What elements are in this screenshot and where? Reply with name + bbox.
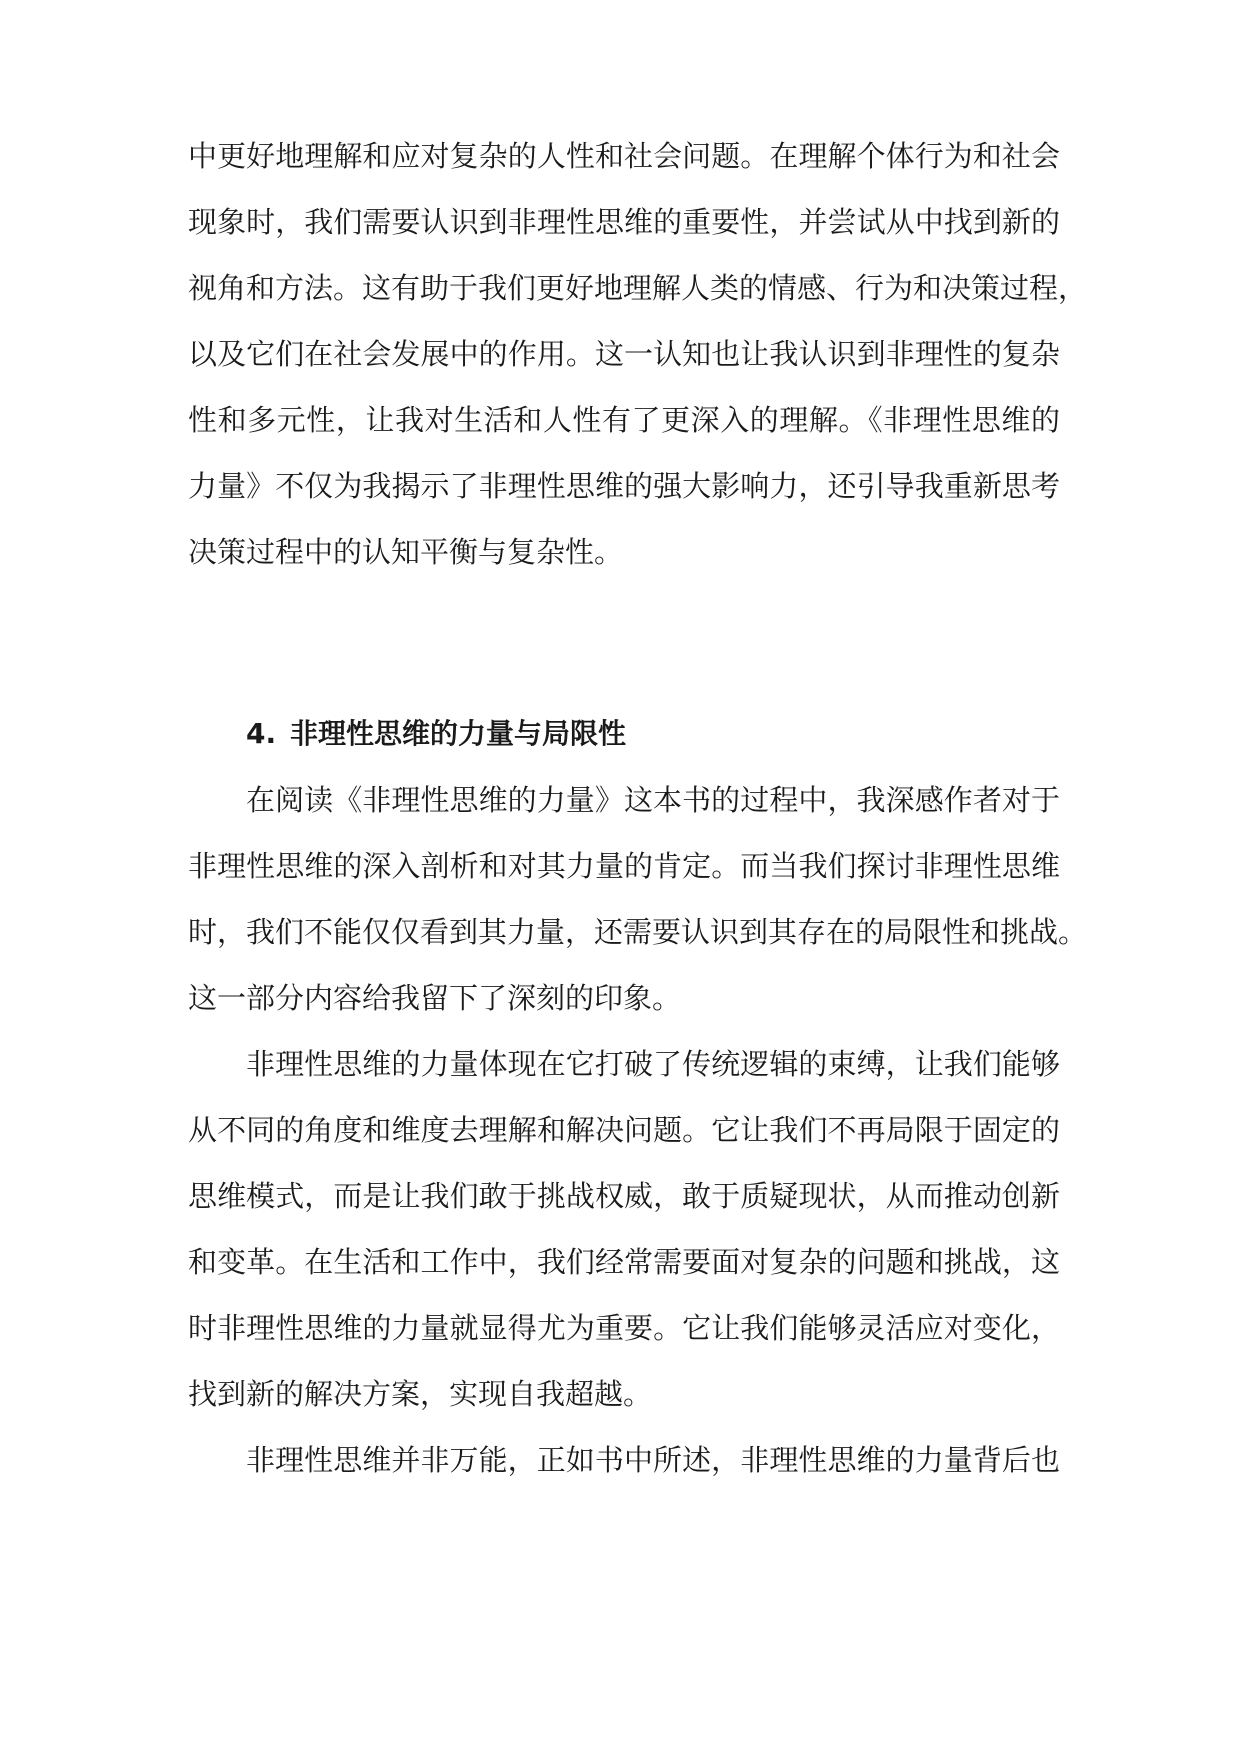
text-line: 现象时，我们需要认识到非理性思维的重要性，并尝试从中找到新的 [188,205,1060,239]
text-line: 这一部分内容给我留下了深刻的印象。 [188,981,682,1015]
text-line: 找到新的解决方案，实现自我超越。 [188,1377,653,1411]
text-line: 中更好地理解和应对复杂的人性和社会问题。在理解个体行为和社会 [188,139,1060,173]
section-number: 4. [246,717,277,750]
text-line: 力量》不仅为我揭示了非理性思维的强大影响力，还引导我重新思考 [188,469,1060,503]
text-line: 性和多元性，让我对生活和人性有了更深入的理解。《非理性思维的 [188,403,1060,437]
text-line: 非理性思维的深入剖析和对其力量的肯定。而当我们探讨非理性思维 [188,849,1060,883]
text-line: 从不同的角度和维度去理解和解决问题。它让我们不再局限于固定的 [188,1113,1060,1147]
text-line: 视角和方法。这有助于我们更好地理解人类的情感、行为和决策过程， [188,271,1088,305]
text-line: 以及它们在社会发展中的作用。这一认知也让我认识到非理性的复杂 [188,337,1060,371]
text-line: 和变革。在生活和工作中，我们经常需要面对复杂的问题和挑战，这 [188,1245,1060,1279]
text-line: 时非理性思维的力量就显得尤为重要。它让我们能够灵活应对变化， [188,1311,1060,1345]
section-heading [246,714,626,754]
text-line: 非理性思维并非万能，正如书中所述，非理性思维的力量背后也 [246,1443,1060,1477]
section-title: 非理性思维的力量与局限性 [290,717,627,750]
text-line: 在阅读《非理性思维的力量》这本书的过程中，我深感作者对于 [246,783,1060,817]
text-line: 决策过程中的认知平衡与复杂性。 [188,535,624,569]
text-line: 时，我们不能仅仅看到其力量，还需要认识到其存在的局限性和挑战。 [188,915,1088,949]
text-line: 非理性思维的力量体现在它打破了传统逻辑的束缚，让我们能够 [246,1047,1060,1081]
text-line: 思维模式，而是让我们敢于挑战权威，敢于质疑现状，从而推动创新 [188,1179,1060,1213]
